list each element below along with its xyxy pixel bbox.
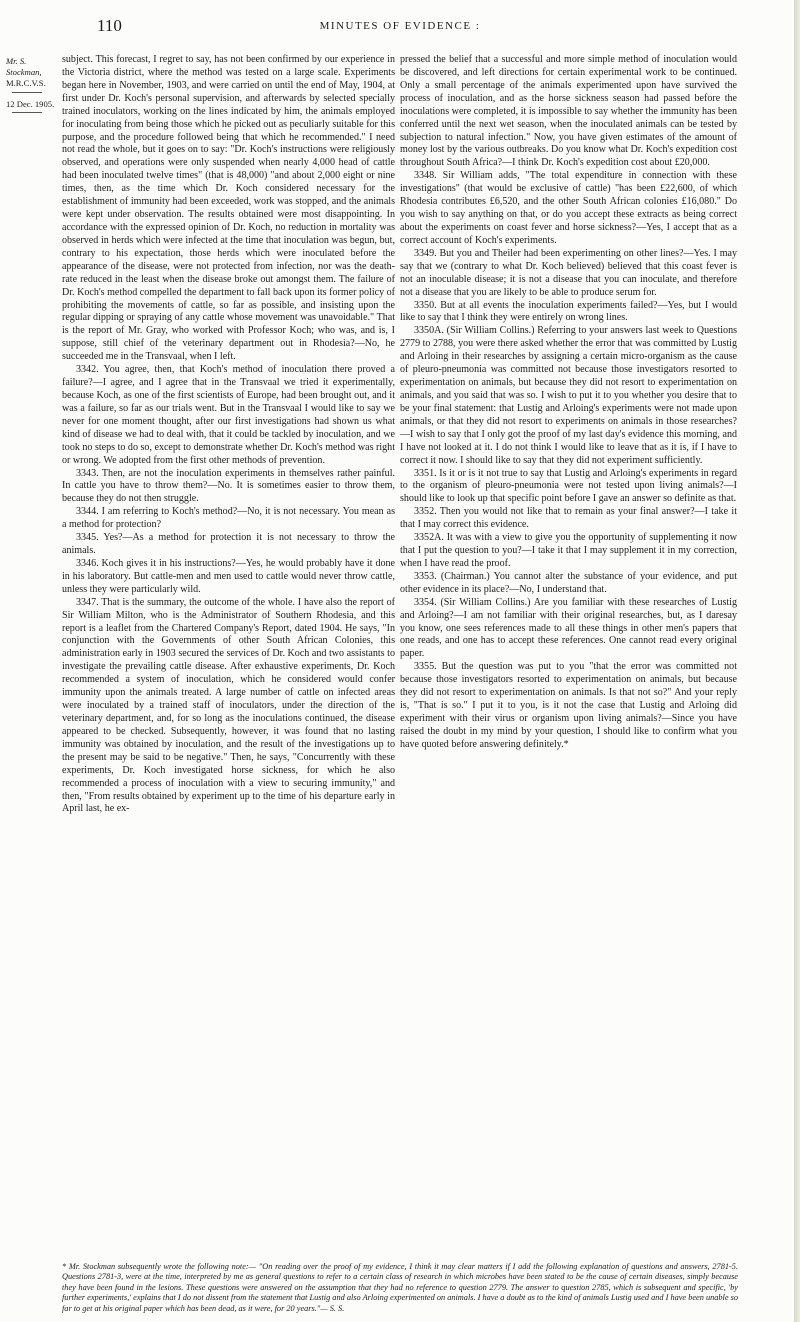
paragraph: 3350. But at all events the inoculation experiments failed?—Yes, but I would like to say that I think they were entirely on wrong lines. — [400, 299, 737, 324]
paragraph: 3346. Koch gives it in his instructions?—Yes, he would probably have it done in his laboratory. But cattle-men and men used to cattle would never throw cattle, unless they were particularly wild. — [62, 557, 395, 595]
footnote-heading: * Mr. Stockman subsequently wrote the following note:— — [62, 1262, 257, 1271]
margin-divider — [12, 92, 42, 93]
paragraph: 3354. (Sir William Collins.) Are you familiar with these researches of Lustig and Arloing?—I am not familiar with their original researches, but, as I daresay you know, one sees references made to all these things in other men's papers that one reads, and one has to accept these references. One cannot read every original paper. — [400, 596, 737, 660]
paragraph: 3352A. It was with a view to give you the opportunity of supplementing it now that I put the question to you?—I take it that I may supplement it in my correction, when I have read the proof. — [400, 532, 737, 569]
margin-divider-2 — [12, 112, 42, 113]
witness-name: Stockman, — [6, 67, 42, 78]
paragraph: pressed the belief that a successful and more simple method of inoculation would be discovered, and left directions for certain experimental work to be continued. Only a small percentage of the animals experimented upon have survived the process of inoculation, and as the horse sickness season had passed before the inoculations were completed, it is impossible to say whether the immunity has been conferred until the next wet season, when the inoculated animals can be tested by subjection to natural infection." Now, you have given estimates of the amount of money lost by the various outbreaks. Do you know what Dr. Koch's expedition cost throughout South Africa?—I think Dr. Koch's expedition cost about £20,000. — [400, 54, 737, 169]
right-column — [400, 54, 737, 752]
paragraph: 3348. Sir William adds, "The total expenditure in connection with these investigations" (that would be exclusive of cattle) "has been £22,600, of which Rhodesia contributes £6,520, and the other South African colonies £16,080." Do you wish to say anything on that, or do you accept these extracts as being correct about the experiments on coast fever and horse sickness?—Yes, I accept that as a correct account of Koch's experiments. — [400, 170, 737, 246]
paragraph: 3350A. (Sir William Collins.) Referring to your answers last week to Questions 2779 to 2788, you were there asked whether the error that was committed by Lustig and Arloing in their researches by assigning a certain micro-organism as the cause of pleuro-pneumonia was committed not because those investigators resorted to experimentation on animals, but because they did not resort to experimentation on animals, and you said that was so. I wish to put it to you whether you desire that to be your final statement: that Lustig and Arloing's experiments were not made upon animals, or that they did not resort to experiments on animals in those researches?—I wish to say that I only got the proof of my last day's evidence this morning, and I have not looked at it. I do not think I would like to leave that as it is, if I have to correct it now. I should like to say that they did not experiment sufficiently. — [400, 325, 737, 466]
paragraph: 3353. (Chairman.) You cannot alter the substance of your evidence, and put other evidence in its place?—No, I understand that. — [400, 570, 737, 595]
footnote — [62, 1262, 738, 1314]
paragraph: 3344. I am referring to Koch's method?—No, it is not necessary. You mean as a method for protection? — [62, 506, 395, 531]
left-column — [62, 54, 395, 816]
paragraph: 3342. You agree, then, that Koch's method of inoculation there proved a failure?—I agree, and I agree that in the Transvaal we tried it experimentally, because Koch, as one of the first scientists of Europe, had been brought out, and it was a failure, so far as our trials went. But in the Transvaal I would like to say we never for one moment thought, after our first investigations had shown us what kind of disease we had to deal with, that it could be tackled by inoculation, and we took no steps to do so, except to demonstrate whether Dr. Koch's method was right or wrong. We adopted from the first other methods of prevention. — [62, 364, 395, 466]
witness-qualifications: M.R.C.V.S. — [6, 78, 46, 89]
footnote-text: "On reading over the proof of my evidence, I think it may clear matters if I add the following explanation of questions and answers, 2781-5. Questions 2781-3, were at the time, interpreted by me as general questions to refer to a certain class of research in which microbes have been stated to be the cause of certain diseases, simply because they have been found in the lesions. These questions were answered on the assumption that they had no reference to question 2779. The answer to question 2785, which is subsequent and specific, 'by further experiments,' explains that I do not dissent from the statement that Lustig and also Arloing experimented on animals. I have a doubt as to the kind of animals Lustig used and I have been unable so far to get at his original paper which has been dead, as it were, for 20 years."— S. S. — [62, 1262, 738, 1313]
running-head: MINUTES OF EVIDENCE : — [319, 20, 481, 32]
paragraph: 3351. Is it or is it not true to say that Lustig and Arloing's experiments in regard to the organism of pleuro-pneumonia were not tested upon living animals?—I should like to look up that specific point before I gave an answer so definite as that. — [400, 467, 737, 505]
paragraph: 3343. Then, are not the inoculation experiments in themselves rather painful. In cattle you have to throw them?—No. It is sometimes easier to throw them, because they do not then struggle. — [62, 467, 395, 505]
paragraph: 3355. But the question was put to you "that the error was committed not because those investigators resorted to experimentation on animals, but because they did not resort to experimentation on animals. Is that not so?" And your reply is, "That is so." I put it to you, is it not the case that Lustig and Arloing did experiment with their virus or organism upon living animals?—Since you have raised the doubt in my mind by your question, I should like to confirm what you have quoted before answering definitely.* — [400, 661, 737, 750]
page-edge — [794, 0, 800, 1322]
margin-note — [6, 56, 58, 119]
paragraph: 3349. But you and Theiler had been experimenting on other lines?—Yes. I may say that we (contrary to what Dr. Koch believed) believed that this coast fever is not an inoculable disease; it is not a disease that you can inoculate, and therefore not a disease that you are likely to be able to produce serum for. — [400, 247, 737, 298]
paragraph: 3345. Yes?—As a method for protection it is not necessary to throw the animals. — [62, 532, 395, 557]
session-date: 12 Dec. 1905. — [6, 98, 55, 109]
paragraph: 3352. Then you would not like that to remain as your final answer?—I take it that I may correct this evidence. — [400, 506, 737, 531]
witness-title: Mr. S. — [6, 56, 27, 66]
paragraph: 3347. That is the summary, the outcome of the whole. I have also the report of Sir William Milton, who is the Administrator of Southern Rhodesia, and this report is a leaflet from the Chartered Company's Report, dated 1904. He says, "In conjunction with the Governments of other South African Colonies, this administration early in 1903 secured the services of Dr. Koch and two assistants to investigate the prevailing cattle disease. After exhaustive experiments, Dr. Koch recommended a system of inoculation, which he considered would confer immunity upon the animals treated. A large number of cattle on infected areas were inoculated by a trained staff of inoculators, under the direction of the veterinary department, and, for so long as the inoculations continued, the disease appeared to be checked. Subsequently, however, it was found that no lasting immunity was obtained by inoculation, and the result of the investigations up to the present may be said to be negative." Then, he says, "Concurrently with these experiments, Dr. Koch investigated horse sickness, for which he also recommended a process of inoculation with a view to securing immunity," and then, "From results obtained by experiment up to the time of his departure early in April last, he ex- — [62, 596, 395, 815]
paragraph: subject. This forecast, I regret to say, has not been confirmed by our experience in the Victoria district, where the method was tested on a large scale. Experiments began here in November, 1903, and were carried on until the end of May, 1904, at first under Dr. Koch's personal supervision, and afterwards by selected specially trained inoculators, working on the lines indicated by him, the animals employed for inoculating from being those which he picked out as peculiarly suitable for this purpose, and the procedure followed being that which he recommended." I need not read the whole, but it goes on to say: "Dr. Koch's instructions were religiously observed, and operations were only suspended when nearly 4,000 head of cattle had been inoculated twelve times" (that is 48,000) "and about 2,000 eight or nine times, then, as the time which Dr. Koch considered necessary for the establishment of immunity had been exceeded, work was stopped, and the animals were kept under observation. The results obtained were most disappointing. In accordance with the expressed opinion of Dr. Koch, no reduction in mortality was observed in herds which were infected at the time that inoculation was begun, but, contrary to his expectation, those herds which were inoculated before the appearance of the disease, were not protected from infection, nor was the death-rate reduced in the least when the disease broke out amongst them. The failure of Dr. Koch's method compelled the department to fall back upon its former policy of prohibiting the movements of cattle, so far as possible, and insisting upon the regular dipping or spraying of any cattle whose movement was unavoidable." That is the report of Mr. Gray, who worked with Professor Koch; who was, and is, I suppose, still chief of the veterinary department out in Rhodesia?—No, he succeeded me in the Transvaal, when I left. — [62, 54, 395, 363]
page-number: 110 — [97, 16, 122, 35]
